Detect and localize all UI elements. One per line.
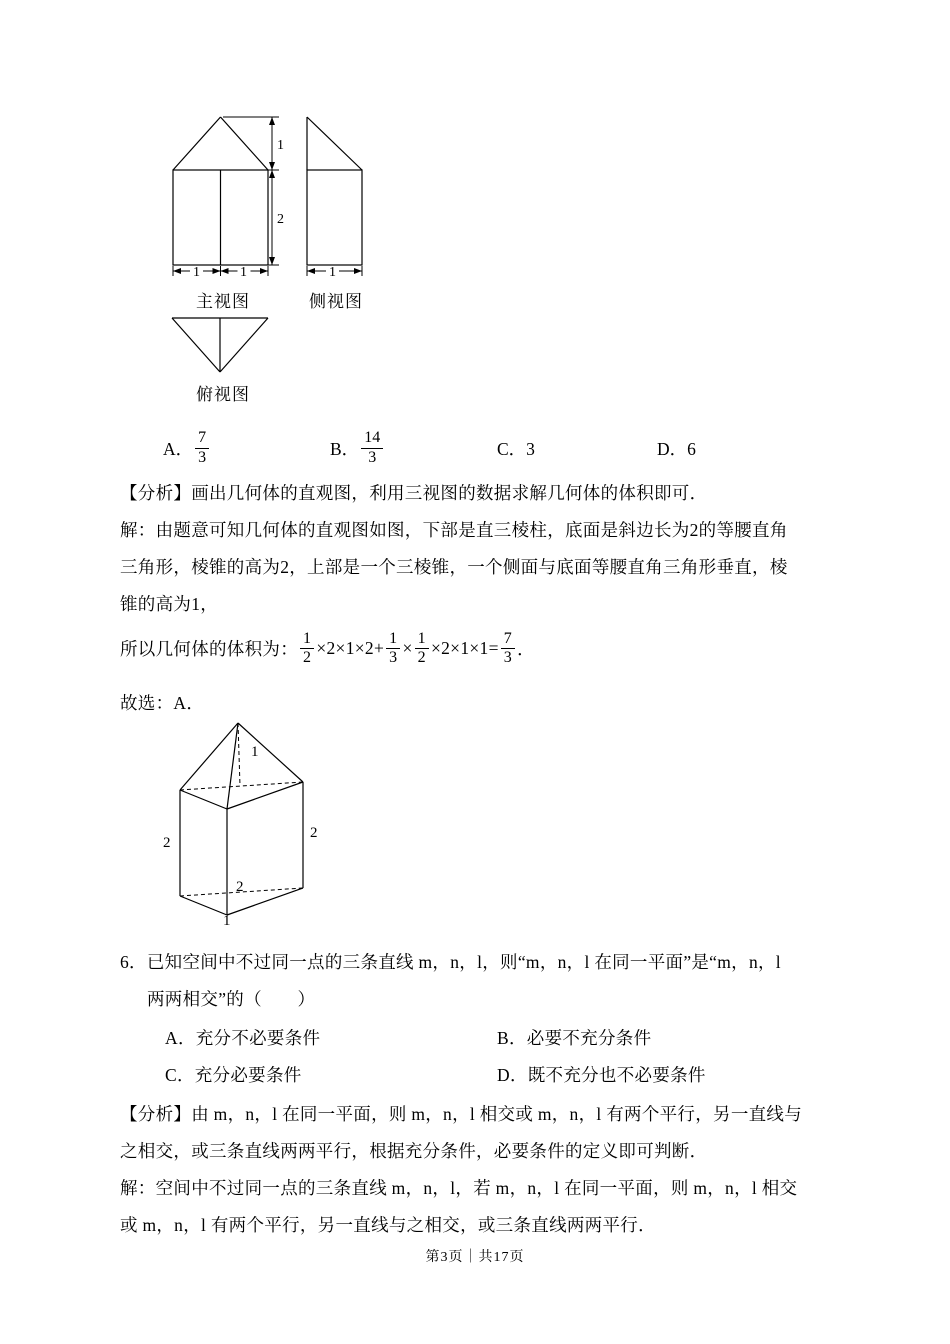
fraction-denominator: 3 <box>198 448 207 466</box>
front-view-label: 主视图 <box>196 292 250 311</box>
formula-text: ×2×1×1= <box>430 638 499 659</box>
front-view-outline <box>173 117 268 265</box>
dimension-label: 1 <box>277 138 284 153</box>
page-footer <box>0 1246 950 1266</box>
fraction-numerator: 14 <box>361 429 383 448</box>
top-view-label: 俯视图 <box>196 385 250 404</box>
volume-formula <box>120 630 535 668</box>
option-d-label: D．6 <box>657 438 696 459</box>
fraction-numerator: 7 <box>501 630 515 649</box>
fraction-denominator: 3 <box>368 448 377 466</box>
edge-length-label: 1 <box>223 913 231 929</box>
fraction-denominator: 3 <box>389 649 398 667</box>
edge-length-label: 2 <box>163 835 171 851</box>
analysis-line: 【分析】由 m，n，l 在同一平面，则 m，n，l 相交或 m，n，l 有两个平行，另一直线与 <box>120 1104 803 1124</box>
top-view-drawing <box>160 308 290 383</box>
question-stem-line: 6．已知空间中不过同一点的三条直线 m，n，l，则“m，n，l 在同一平面”是“m，n，l <box>120 952 781 972</box>
fraction-numerator: 7 <box>195 429 209 448</box>
option-b-prefix: B． <box>330 438 360 459</box>
dimension-label: 1 <box>193 265 200 280</box>
solid-figure-drawing <box>150 710 330 932</box>
solution-line: 三角形，棱锥的高为2，上部是一个三棱锥，一个侧面与底面等腰直角三角形垂直，棱 <box>120 557 788 577</box>
option-a: A．充分不必要条件 <box>165 1028 321 1048</box>
dimension-label: 2 <box>277 212 284 227</box>
fraction-numerator: 1 <box>415 630 429 649</box>
page-number: 第3页｜共17页 <box>425 1250 525 1265</box>
option-a <box>163 428 211 468</box>
analysis-line: 之相交，或三条直线两两平行，根据充分条件，必要条件的定义即可判断． <box>120 1141 708 1161</box>
option-c-label: C．3 <box>497 438 535 459</box>
fraction-denominator: 2 <box>417 649 426 667</box>
option-b <box>330 428 385 468</box>
fraction <box>300 630 314 668</box>
option-d: D．既不充分也不必要条件 <box>497 1065 706 1085</box>
dimension-label: 1 <box>329 265 336 280</box>
side-view-label: 侧视图 <box>309 292 363 311</box>
formula-text: ×2×1×2+ <box>316 638 385 659</box>
edge-length-label: 2 <box>236 879 244 895</box>
option-b: B．必要不充分条件 <box>497 1028 652 1048</box>
fraction-numerator: 1 <box>300 630 314 649</box>
fraction <box>386 630 400 668</box>
option-d <box>657 428 696 468</box>
question-stem-line: 两两相交”的（ ） <box>147 989 316 1009</box>
edge-length-label: 2 <box>310 825 318 841</box>
solution-line: 或 m，n，l 有两个平行，另一直线与之相交，或三条直线两两平行． <box>120 1215 656 1235</box>
formula-prefix: 所以几何体的体积为： <box>120 639 298 660</box>
option-c <box>497 428 535 468</box>
solution-line: 锥的高为1， <box>120 594 219 614</box>
fraction-numerator: 1 <box>386 630 400 649</box>
option-c: C．充分必要条件 <box>165 1065 302 1085</box>
solid-hidden-edges <box>180 723 303 896</box>
fraction <box>195 429 209 467</box>
formula-suffix: ． <box>517 639 535 660</box>
front-view-dimension-arrows <box>173 117 279 276</box>
formula-text: × <box>402 638 413 659</box>
edge-length-label: 1 <box>251 744 259 760</box>
front-view-drawing <box>160 108 295 288</box>
dimension-label: 1 <box>240 265 247 280</box>
top-view-outline <box>172 318 268 372</box>
fraction <box>415 630 429 668</box>
side-view-drawing <box>300 108 375 288</box>
answer-conclusion: 故选：A． <box>120 693 205 713</box>
solution-line: 解：空间中不过同一点的三条直线 m，n，l，若 m，n，l 在同一平面，则 m，n，l 相交 <box>120 1178 798 1198</box>
fraction-denominator: 2 <box>303 649 312 667</box>
option-a-prefix: A． <box>163 438 194 459</box>
fraction <box>501 630 515 668</box>
fraction-denominator: 3 <box>503 649 513 667</box>
solution-line: 解：由题意可知几何体的直观图如图，下部是直三棱柱，底面是斜边长为2的等腰直角 <box>120 520 788 540</box>
side-view-outline <box>307 117 362 265</box>
fraction <box>361 429 383 467</box>
analysis-paragraph: 【分析】画出几何体的直观图，利用三视图的数据求解几何体的体积即可． <box>120 483 708 503</box>
